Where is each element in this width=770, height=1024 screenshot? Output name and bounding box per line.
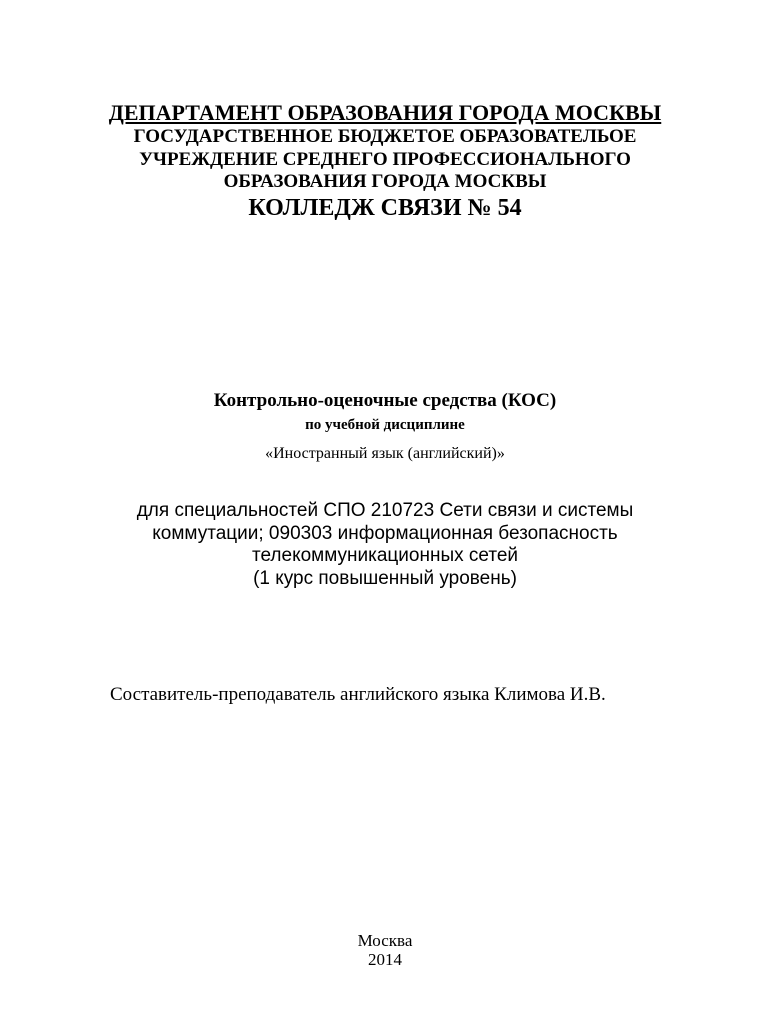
document-subtitle: по учебной дисциплине: [305, 417, 465, 433]
year: 2014: [368, 950, 402, 969]
institution-line-1: ГОСУДАРСТВЕННОЕ БЮДЖЕТОЕ ОБРАЗОВАТЕЛЬОЕ: [133, 126, 637, 147]
city-name: Москва: [357, 931, 413, 950]
institution-line-3: ОБРАЗОВАНИЯ ГОРОДА МОСКВЫ: [223, 171, 547, 192]
author-line: Составитель-преподаватель английского языка Климова И.В.: [110, 684, 606, 705]
specialty-line-2: коммутации; 090303 информационная безопасность: [152, 523, 618, 544]
document-title: Контрольно-оценочные средства (КОС): [213, 390, 557, 411]
college-name: КОЛЛЕДЖ СВЯЗИ № 54: [248, 195, 522, 221]
institution-line-2: УЧРЕЖДЕНИЕ СРЕДНЕГО ПРОФЕССИОНАЛЬНОГО: [139, 149, 631, 170]
specialty-line-3: телекоммуникационных сетей: [252, 545, 518, 566]
specialty-line-1: для специальностей СПО 210723 Сети связи и системы: [136, 500, 634, 521]
specialty-line-4: (1 курс повышенный уровень): [253, 568, 517, 589]
discipline-name: «Иностранный язык (английский)»: [265, 445, 505, 462]
department-heading: ДЕПАРТАМЕНТ ОБРАЗОВАНИЯ ГОРОДА МОСКВЫ: [108, 100, 662, 125]
